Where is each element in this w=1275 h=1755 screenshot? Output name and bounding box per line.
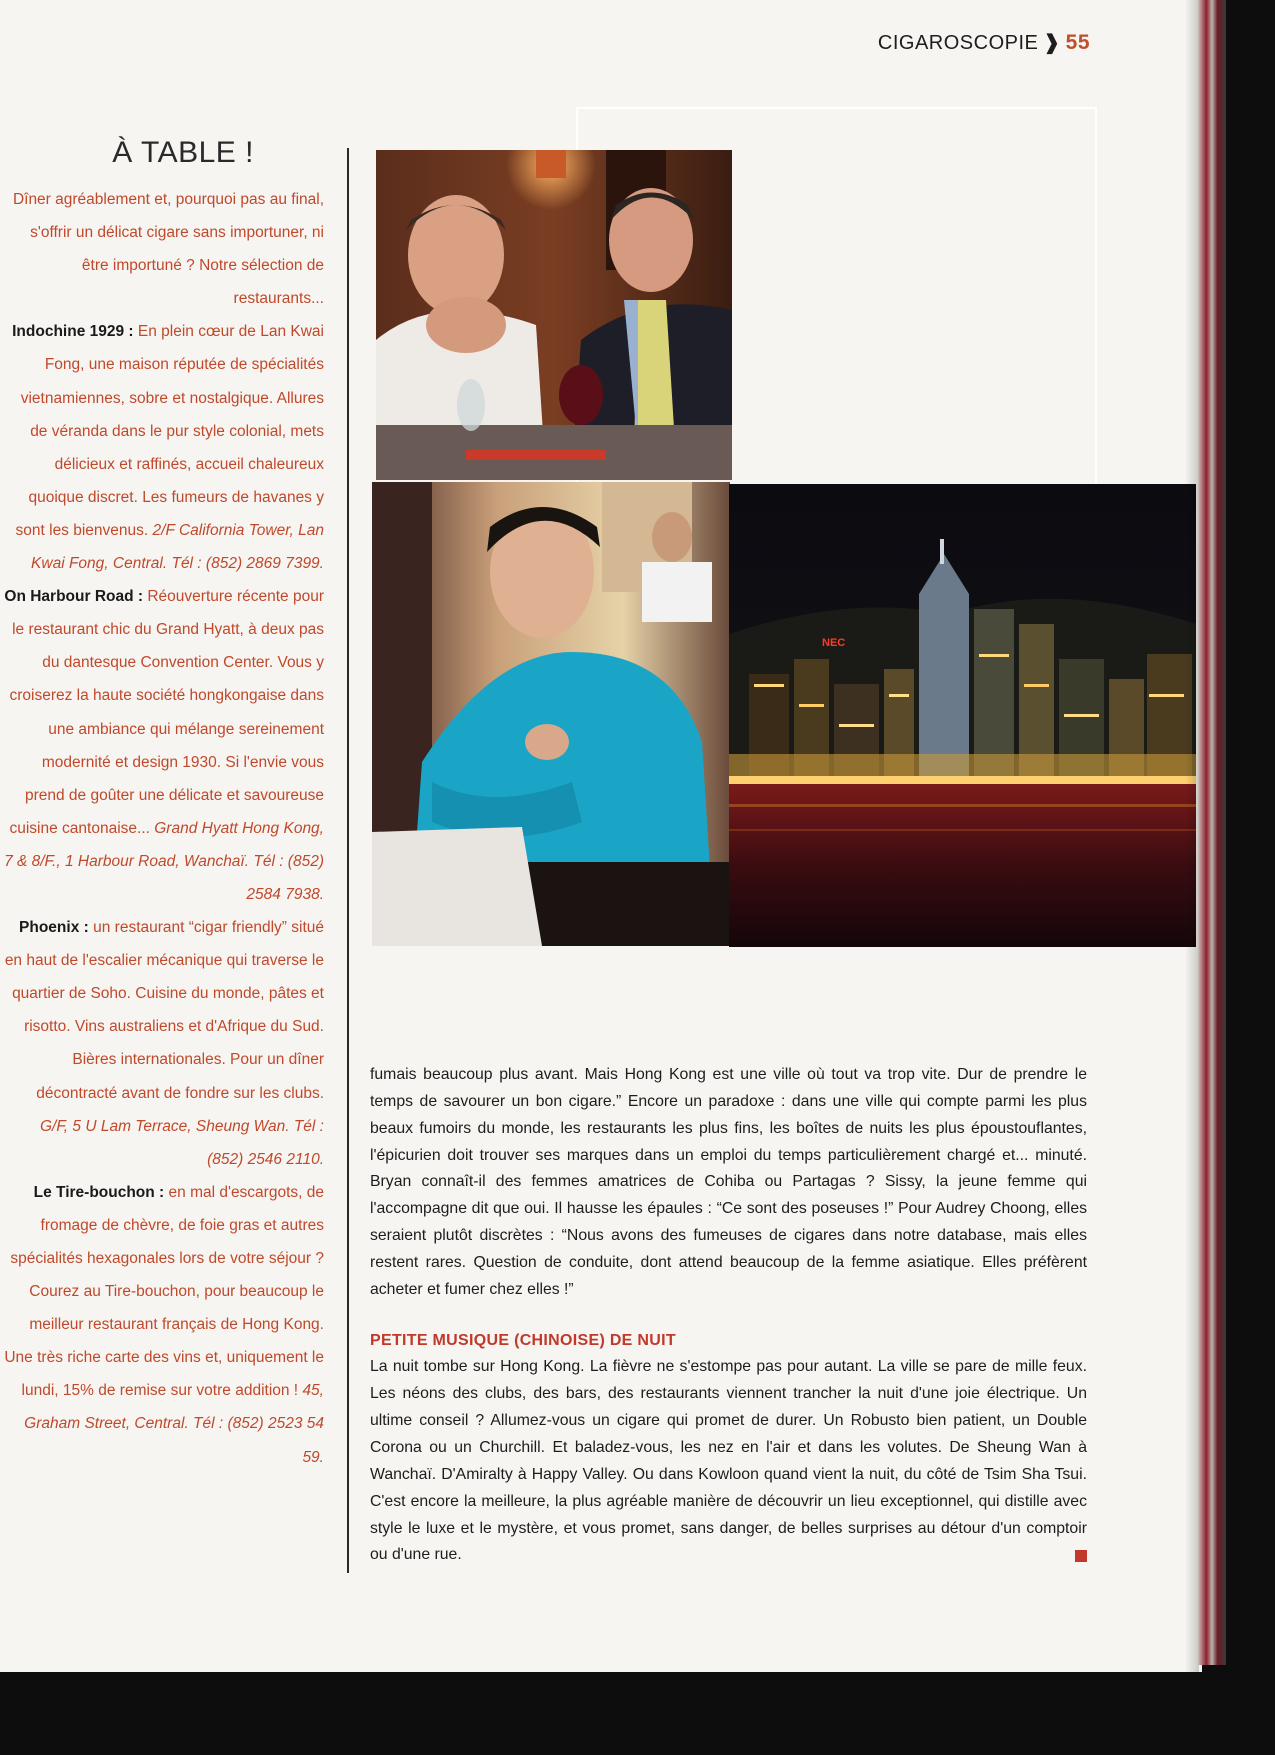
- column-divider: [347, 148, 349, 1573]
- restaurant-description: en mal d'escargots, de fromage de chèvre, de foie gras et autres spécialités hexagonales lors de votre séjour ? Courez au Tire-bouchon, pour beaucoup le meilleur restaurant français de Hong Kong. Une très riche carte des vins et, uniquement le lundi, 15% de remise sur votre addition !: [4, 1183, 324, 1400]
- sidebar-restaurants: [4, 183, 324, 1474]
- restaurant-description: En plein cœur de Lan Kwai Fong, une maison réputée de spécialités vietnamiennes, sobre et nostalgique. Allures de véranda dans le pur style colonial, mets délicieux et raffinés, accueil chaleureux quoique discret. Les fumeurs de havanes y sont les bienvenus.: [15, 323, 324, 539]
- article-paragraph-text: La nuit tombe sur Hong Kong. La fièvre ne s'estompe pas pour autant. La ville se pare de mille feux. Les néons des clubs, des bars, des restaurants viennent trancher la nuit d'une joie électrique. Un ultime conseil ? Allumez-vous un cigare qui promet de durer. Un Robusto bien patient, un Double Corona ou un Churchill. Et baladez-vous, les nez en l'air et dans les volutes. De Sheung Wan à Wanchaï. D'Amiralty à Happy Valley. Ou dans Kowloon quand vient la nuit, du côté de Tsim Sha Tsui. C'est encore la meilleure, la plus agréable manière de découvrir un lieu exceptionnel, qui distille avec style le luxe et le mystère, et vous promet, sans danger, de belles surprises au détour d'un comptoir ou d'une rue.: [370, 1358, 1087, 1564]
- page-number: 55: [1065, 31, 1090, 54]
- end-of-article-icon: [1075, 1550, 1087, 1562]
- photo-hong-kong-skyline: [729, 484, 1196, 947]
- article-subheading: PETITE MUSIQUE (CHINOISE) DE NUIT: [370, 1331, 676, 1349]
- article-body: [370, 1062, 1087, 1569]
- neon-sign-text: NEC: [822, 637, 846, 649]
- separator-icon: ❱: [1043, 32, 1061, 54]
- sidebar-title: À TABLE !: [112, 136, 254, 169]
- restaurant-address: G/F, 5 U Lam Terrace, Sheung Wan. Tél : (852) 2546 2110.: [39, 1117, 324, 1168]
- restaurant-address: Grand Hyatt Hong Kong, 7 & 8/F., 1 Harbour Road, Wanchaï. Tél : (852) 2584 7938.: [4, 819, 324, 903]
- page-edge: [1198, 0, 1226, 1665]
- restaurant-address: 45, Graham Street, Central. Tél : (852) 2523 54 59.: [24, 1382, 324, 1466]
- sidebar-intro: Dîner agréablement et, pourquoi pas au final, s'offrir un délicat cigare sans importuner, ni être importuné ? Notre sélection de restaurants...: [12, 191, 324, 308]
- restaurant-name: Phoenix :: [19, 919, 89, 937]
- restaurant-description: Réouverture récente pour le restaurant chic du Grand Hyatt, à deux pas du dantesque Convention Center. Vous y croiserez la haute société hongkongaise dans une ambiance qui mélange sereinement modernité et design 1930. Si l'envie vous prend de goûter une délicate et savoureuse cuisine cantonaise...: [9, 588, 324, 837]
- photo-two-men-dining: [376, 150, 732, 480]
- article-paragraph: [370, 1354, 1087, 1569]
- restaurant-name: On Harbour Road :: [4, 588, 144, 606]
- article-paragraph: fumais beaucoup plus avant. Mais Hong Kong est une ville où tout va trop vite. Dur de prendre le temps de savourer un bon cigare.” Encore un paradoxe : dans une ville qui compte parmi les plus beaux fumoirs du monde, les restaurants les plus fins, les boîtes de nuits les plus époustouflantes, l'épicurien doit trouver ses marques dans un emploi du temps particulièrement chargé et... minuté. Bryan connaît-il des femmes amatrices de Cohiba ou Partagas ? Sissy, la jeune femme qui l'accompagne dit que oui. Il hausse les épaules : “Ce sont des poseuses !” Pour Audrey Choong, elles seraient plutôt discrètes : “Nous avons des fumeuses de cigares dans notre database, mais elles restent rares. Question de conduite, dont attend beaucoup de la femme asiatique. Elles préfèrent acheter et fumer chez elles !”: [370, 1066, 1087, 1298]
- restaurant-address: 2/F California Tower, Lan Kwai Fong, Central. Tél : (852) 2869 7399.: [31, 521, 324, 573]
- running-header: [878, 30, 1090, 55]
- restaurant-name: Indochine 1929 :: [12, 323, 134, 341]
- photo-man-smiling: [372, 482, 730, 946]
- page-gutter-shadow: [1185, 0, 1199, 1672]
- section-name: CIGAROSCOPIE: [877, 32, 1039, 54]
- restaurant-description: un restaurant “cigar friendly” situé en haut de l'escalier mécanique qui traverse le quartier de Soho. Cuisine du monde, pâtes et risotto. Vins australiens et d'Afrique du Sud. Bières internationales. Pour un dîner décontracté avant de fondre sur les clubs.: [4, 919, 324, 1102]
- restaurant-name: Le Tire-bouchon :: [33, 1183, 165, 1201]
